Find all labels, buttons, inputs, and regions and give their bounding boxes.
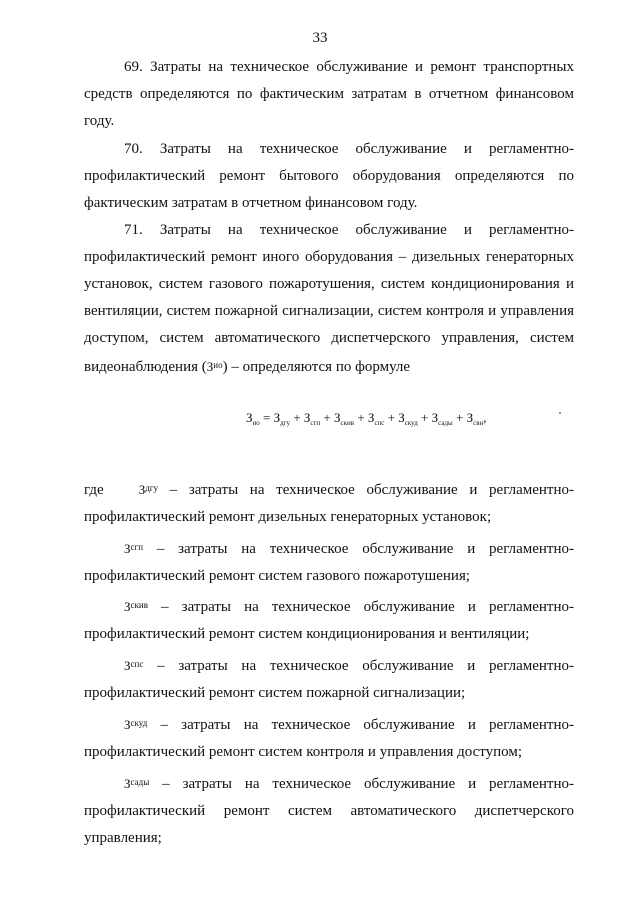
definition-0: [84, 475, 574, 531]
definition-dash: –: [147, 599, 182, 615]
definition-symbol-sub: сады: [130, 777, 150, 787]
definition-symbol-sub: дгу: [145, 483, 158, 493]
definition-symbol-sub: скуд: [130, 718, 148, 728]
definition-text: затраты на техническое обслуживание и регламентно-профилактический ремонт систем контроля и управления доступом;: [84, 717, 575, 760]
definition-3: [84, 651, 574, 707]
definition-text: затраты на техническое обслуживание и регламентно-профилактический ремонт систем газового пожаротушения;: [84, 541, 574, 584]
scan-speck: [559, 412, 561, 414]
formula-term: З: [303, 410, 311, 425]
paragraph-71-text: 71. Затраты на техническое обслуживание и регламентно-профилактический ремонт иного оборудования – дизельных генераторных установок, систем газового пожаротушения, систем кондиционирования и вентиляции, систем пожарной сигнализации, систем контроля и управления доступом, систем автоматического диспетчерского управления, систем видеонаблюдения (: [84, 222, 574, 375]
formula: [246, 410, 487, 427]
formula-term-sub: скив: [340, 419, 355, 427]
definition-text: затраты на техническое обслуживание и регламентно-профилактический ремонт систем автоматического диспетчерского управления;: [84, 776, 575, 846]
formula-plus: +: [417, 410, 432, 425]
definition-symbol: З: [138, 482, 146, 497]
page-number: 33: [312, 30, 328, 46]
paragraph-70: 70. Затраты на техническое обслуживание и регламентно-профилактический ремонт бытового оборудования определяются по фактическим затратам в отчетном финансовом году.: [84, 141, 574, 211]
formula-plus: +: [452, 410, 467, 425]
definition-5: [84, 769, 574, 852]
formula-term: З: [398, 410, 405, 425]
formula-lhs: З: [246, 410, 253, 425]
definition-symbol-sub: скив: [130, 600, 148, 610]
definition-dash: –: [149, 776, 183, 792]
formula-end: ,: [483, 410, 487, 425]
formula-term: З: [334, 410, 341, 425]
formula-plus: +: [354, 410, 368, 425]
formula-term-sub: сады: [438, 419, 453, 427]
definition-dash: –: [143, 658, 179, 674]
definition-2: [84, 592, 574, 648]
definition-dash: –: [157, 482, 189, 498]
definition-4: [84, 710, 574, 766]
formula-term: З: [367, 410, 375, 425]
formula-term-sub: свн: [473, 419, 484, 427]
definition-symbol: З: [124, 776, 131, 791]
definition-1: [84, 534, 574, 590]
formula-term: З: [431, 410, 439, 425]
formula-term-sub: спс: [374, 419, 385, 427]
definition-symbol: З: [124, 599, 131, 614]
formula-eq: =: [259, 410, 274, 425]
paragraph-69: 69. Затраты на техническое обслуживание и ремонт транспортных средств определяются по фактическим затратам в отчетном финансовом году.: [84, 59, 574, 129]
definition-dash: –: [147, 717, 182, 733]
definition-text: затраты на техническое обслуживание и регламентно-профилактический ремонт дизельных генераторных установок;: [84, 482, 575, 525]
formula-symbol: З: [206, 359, 214, 374]
formula-symbol-sub: ио: [213, 360, 223, 370]
formula-term-sub: скуд: [404, 419, 418, 427]
paragraph-71: [84, 217, 574, 381]
definition-text: затраты на техническое обслуживание и регламентно-профилактический ремонт систем пожарной сигнализации;: [84, 658, 575, 701]
formula-plus: +: [384, 410, 399, 425]
formula-term: З: [273, 410, 281, 425]
formula-lhs-sub: ио: [252, 419, 260, 427]
definition-symbol-sub: спс: [130, 659, 144, 669]
formula-plus: +: [290, 410, 304, 425]
definition-symbol: З: [124, 658, 131, 673]
formula-term-sub: дгу: [280, 419, 291, 427]
paragraph-71-end: ) – определяются по формуле: [222, 359, 411, 375]
definition-where: где: [84, 482, 104, 498]
definition-dash: –: [143, 541, 179, 557]
formula-term: З: [466, 410, 474, 425]
formula-plus: +: [320, 410, 334, 425]
formula-term-sub: сгп: [310, 419, 321, 427]
definition-symbol: З: [124, 541, 131, 556]
definition-symbol-sub: сгп: [130, 542, 144, 552]
definition-symbol: З: [124, 717, 131, 732]
definition-text: затраты на техническое обслуживание и регламентно-профилактический ремонт систем кондиционирования и вентиляции;: [84, 599, 574, 642]
